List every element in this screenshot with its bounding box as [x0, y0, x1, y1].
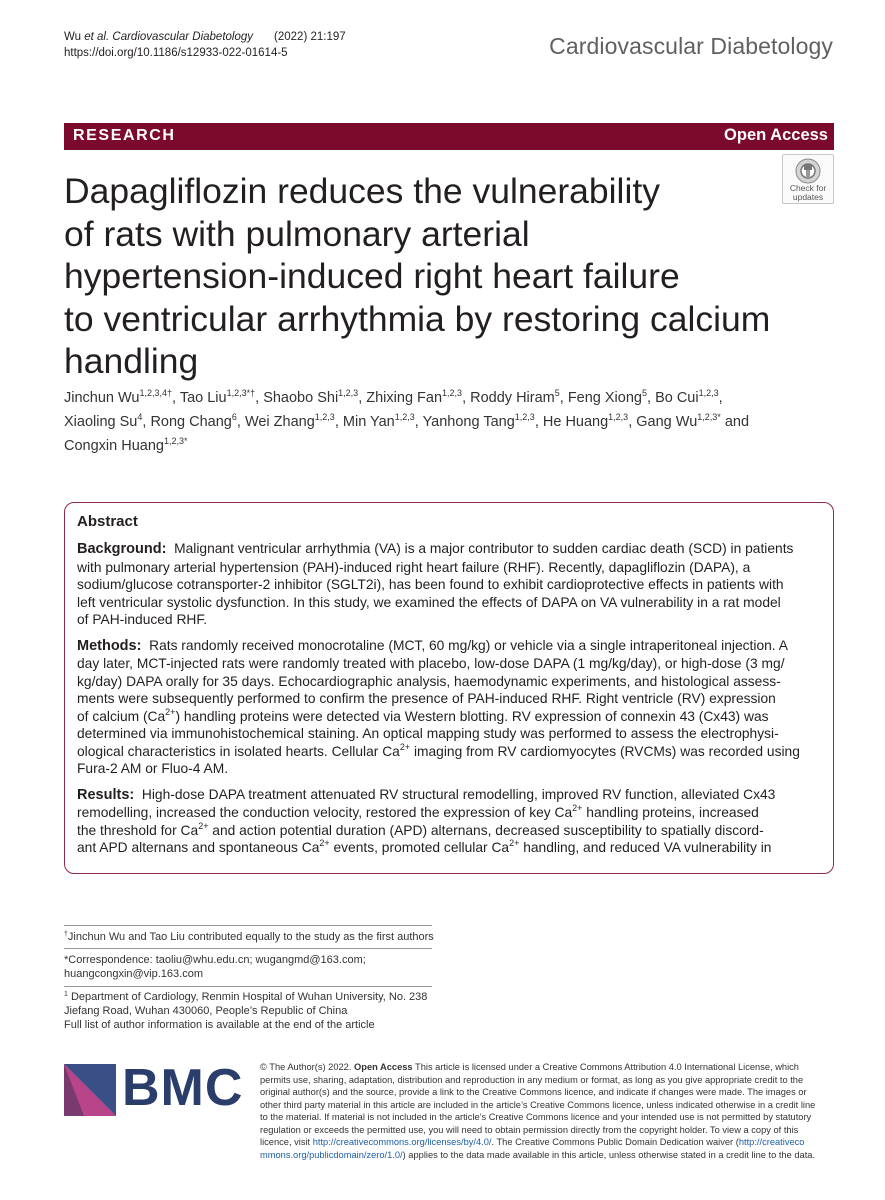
author-name[interactable]: Rong Chang	[150, 414, 232, 430]
author-affiliation: 1,2,3,4†	[139, 388, 173, 398]
title-line: of rats with pulmonary arterial	[64, 213, 530, 254]
license-text: . The Creative Commons Public Domain Dedication waiver (	[491, 1137, 739, 1147]
results-text: events, promoted cellular Ca	[329, 840, 510, 855]
citation-authors: Wu	[64, 31, 82, 43]
abstract-background	[77, 540, 825, 629]
author-affiliation: 1,2,3	[394, 412, 415, 422]
open-access-bold: Open Access	[354, 1062, 413, 1072]
ion-charge: 2+	[198, 820, 209, 831]
background-text: of PAH-induced RHF.	[77, 612, 208, 627]
methods-text: Rats randomly received monocrotaline (MCT, 60 mg/kg) or vehicle via a single intraperitoneal injection. A	[149, 637, 788, 653]
affiliation-note	[64, 990, 427, 1032]
author-affiliation: 1,2,3	[698, 388, 719, 398]
abstract-line	[77, 743, 825, 761]
background-label: Background:	[77, 541, 167, 557]
abstract-results	[77, 786, 825, 857]
author-affiliation: 4	[137, 412, 143, 422]
abstract-line	[77, 804, 825, 822]
bmc-logo-text: BMC	[122, 1059, 244, 1117]
license-line: other third party material in this article are included in the article’s Creative Commons licence, unless indicated otherwise in a credit line	[260, 1099, 816, 1110]
methods-text: ological characteristics in isolated hearts. Cellular Ca	[77, 743, 400, 759]
background-text: sodium/glucose cotransporter-2 inhibitor (SGLT2i), has been found to exhibit cardioprotective effects in patients with	[77, 577, 784, 592]
methods-text: of calcium (Ca	[77, 708, 166, 724]
open-access-label: Open Access	[724, 126, 828, 144]
correspondence-line[interactable]: *Correspondence: taoliu@whu.edu.cn; wugangmd@163.com;	[64, 954, 366, 966]
methods-text: ) handling proteins were detected via Western blotting. RV expression of connexin 43 (Cx43) was	[175, 708, 769, 724]
author-name[interactable]: Gang Wu	[636, 414, 698, 430]
author-separator: ,	[255, 390, 264, 406]
author-separator: ,	[414, 414, 423, 430]
results-text: handling proteins, increased	[582, 805, 759, 820]
background-text: Malignant ventricular arrhythmia (VA) is a major contributor to sudden cardiac death (SCD) in patients	[174, 541, 794, 556]
license-line	[260, 1136, 835, 1149]
author-affiliation: 1,2,3*	[163, 436, 188, 446]
author-separator: ,	[462, 390, 471, 406]
author-affiliation: 1,2,3*†	[226, 388, 256, 398]
methods-text: Fura-2 AM or Fluo-4 AM.	[77, 761, 229, 776]
correspondence-line[interactable]: huangcongxin@vip.163.com	[64, 968, 203, 980]
ion-charge: 2+	[572, 803, 583, 813]
results-text: High-dose DAPA treatment attenuated RV structural remodelling, improved RV function, alleviated Cx43	[141, 786, 776, 802]
abstract-line	[77, 786, 825, 805]
background-text: with pulmonary arterial hypertension (PAH)-induced right heart failure (RHF). Recently, dapagliflozin (DAPA), a	[77, 559, 751, 575]
author-name[interactable]: Congxin Huang	[64, 438, 164, 454]
author-separator: ,	[647, 390, 656, 406]
author-separator: ,	[559, 390, 568, 406]
bmc-logo-icon	[64, 1064, 116, 1116]
crossmark-line1: Check for	[789, 183, 827, 193]
author-name[interactable]: Feng Xiong	[567, 390, 642, 406]
author-name[interactable]: Tao Liu	[179, 390, 227, 406]
author-separator: ,	[236, 414, 245, 430]
results-label: Results:	[77, 786, 135, 803]
abstract-methods	[77, 637, 825, 778]
citation-year-volume: (2022) 21:197	[274, 31, 346, 43]
background-text: left ventricular systolic dysfunction. In this study, we examined the effects of DAPA on VA vulnerability in a rat model	[77, 594, 781, 610]
abstract-box	[64, 502, 834, 874]
results-text: and action potential duration (APD) alternans, decreased susceptibility to spatially discord-	[208, 822, 764, 838]
license-line	[260, 1061, 835, 1074]
copyright-text: © The Author(s) 2022.	[260, 1062, 355, 1072]
methods-label: Methods:	[77, 637, 142, 654]
author-name[interactable]: Wei Zhang	[244, 414, 315, 430]
dagger-mark: †	[64, 931, 68, 938]
citation-line	[64, 30, 346, 46]
public-domain-link[interactable]: http://creativeco	[738, 1137, 805, 1147]
author-separator: ,	[172, 390, 180, 406]
author-separator: ,	[358, 390, 367, 406]
author-name[interactable]: Yanhong Tang	[422, 414, 515, 430]
footnote-divider	[64, 925, 432, 926]
title-line: handling	[64, 341, 199, 381]
author-affiliation: 1,2,3	[608, 412, 629, 422]
ion-charge: 2+	[399, 741, 411, 752]
author-line	[64, 386, 844, 410]
article-title	[64, 170, 804, 383]
author-name[interactable]: Shaobo Shi	[263, 390, 339, 406]
title-line: hypertension-induced right heart failure	[64, 256, 680, 296]
bmc-logo	[64, 1059, 244, 1120]
ion-charge: 2+	[509, 838, 520, 848]
author-name[interactable]: Roddy Hiram	[470, 390, 555, 406]
correspondence-note	[64, 953, 366, 981]
author-line	[64, 434, 844, 458]
doi-link[interactable]: https://doi.org/10.1186/s12933-022-01614-5	[64, 46, 288, 59]
citation-etal: et al.	[84, 31, 110, 43]
author-affiliation: 5	[641, 388, 647, 398]
article-type-banner	[64, 123, 834, 150]
author-separator: ,	[628, 414, 637, 430]
methods-text: kg/day) DAPA orally for 35 days. Echocardiographic analysis, haemodynamic experiments, and histological assess-	[77, 673, 781, 689]
public-domain-link[interactable]: mmons.org/publicdomain/zero/1.0/	[260, 1149, 403, 1160]
author-name[interactable]: Min Yan	[342, 414, 395, 430]
abstract-line	[77, 708, 825, 726]
author-affiliation: 5	[554, 388, 560, 398]
ion-charge: 2+	[165, 706, 176, 717]
methods-text: day later, MCT-injected rats were randomly treated with placebo, low-dose DAPA (1 mg/kg/day), or high-dose (3 mg/	[77, 656, 785, 671]
affiliation-line: Jiefang Road, Wuhan 430060, People’s Republic of China	[64, 1005, 348, 1017]
author-name[interactable]: Xiaoling Su	[64, 414, 138, 430]
methods-text: ments were subsequently performed to confirm the presence of PAH-induced RHF. Right ventricle (RV) expression	[77, 691, 776, 706]
results-text: handling, and reduced VA vulnerability in	[519, 840, 772, 855]
author-name[interactable]: Jinchun Wu	[64, 390, 140, 406]
author-name[interactable]: Bo Cui	[655, 390, 699, 406]
footnote-divider	[64, 986, 432, 987]
abstract-body	[77, 540, 825, 865]
license-line	[260, 1149, 835, 1162]
results-text: remodelling, increased the conduction velocity, restored the expression of key Ca	[77, 805, 573, 820]
abstract-line	[77, 839, 825, 857]
methods-text: imaging from RV cardiomyocytes (RVCMs) was recorded using	[410, 743, 800, 759]
author-separator: ,	[718, 390, 723, 406]
author-affiliation: 1,2,3	[514, 412, 535, 422]
author-line	[64, 410, 844, 434]
abstract-line	[77, 822, 825, 840]
footnote-divider	[64, 948, 432, 949]
author-list	[64, 386, 844, 458]
license-line: permits use, sharing, adaptation, distribution and reproduction in any medium or format, as long as you give appropriate credit to the	[260, 1074, 804, 1085]
author-affiliation: 1,2,3	[314, 412, 335, 422]
license-line: original author(s) and the source, provide a link to the Creative Commons licence, and indicate if changes were made. The images or	[260, 1087, 807, 1097]
author-affiliation: 1,2,3	[338, 388, 359, 398]
citation-header	[64, 30, 346, 61]
affiliation-line: Full list of author information is available at the end of the article	[64, 1019, 375, 1031]
author-separator: ,	[534, 414, 543, 430]
equal-contribution-text: Jinchun Wu and Tao Liu contributed equally to the study as the first authors	[67, 931, 434, 943]
author-separator: and	[720, 414, 750, 430]
author-name[interactable]: Zhixing Fan	[366, 390, 443, 406]
citation-journal: Cardiovascular Diabetology	[112, 31, 254, 43]
license-text: ) applies to the data made available in this article, unless otherwise stated in a credit line to the data.	[402, 1149, 816, 1160]
results-text: the threshold for Ca	[77, 822, 199, 838]
author-affiliation: 1,2,3	[442, 388, 463, 398]
author-name[interactable]: He Huang	[542, 414, 609, 430]
author-affiliation: 6	[231, 412, 237, 422]
license-text: licence, visit	[260, 1137, 313, 1147]
journal-title: Cardiovascular Diabetology	[549, 33, 833, 59]
author-separator: ,	[142, 414, 151, 430]
title-line: Dapagliflozin reduces the vulnerability	[64, 171, 660, 211]
results-text: ant APD alternans and spontaneous Ca	[77, 840, 320, 855]
license-text: This article is licensed under a Creative Commons Attribution 4.0 International License, which	[412, 1062, 799, 1072]
license-statement	[260, 1061, 835, 1161]
license-link[interactable]: http://creativecommons.org/licenses/by/4.0/	[312, 1137, 492, 1147]
crossmark-line2: updates	[792, 191, 824, 202]
affiliation-text: Department of Cardiology, Renmin Hospital of Wuhan University, No. 238	[67, 991, 428, 1003]
equal-contribution-note	[64, 930, 434, 944]
affiliation-line	[64, 990, 427, 1004]
license-line: regulation or exceeds the permitted use, you will need to obtain permission directly from the copyright holder. To view a copy of this	[260, 1124, 799, 1135]
abstract-line	[77, 540, 825, 559]
title-line: to ventricular arrhythmia by restoring calcium	[64, 298, 771, 339]
author-affiliation: 1,2,3*	[697, 412, 721, 422]
affiliation-mark: 1	[64, 991, 68, 998]
methods-text: determined via immunohistochemical staining. An optical mapping study was performed to assess the electrophysi-	[77, 726, 779, 741]
abstract-heading: Abstract	[77, 513, 138, 530]
author-separator: ,	[334, 414, 343, 430]
ion-charge: 2+	[319, 838, 330, 848]
abstract-line	[77, 637, 825, 656]
article-type-label: RESEARCH	[73, 127, 176, 144]
license-line: to the material. If material is not included in the article’s Creative Commons licence and your intended use is not permitted by statutory	[260, 1112, 812, 1122]
